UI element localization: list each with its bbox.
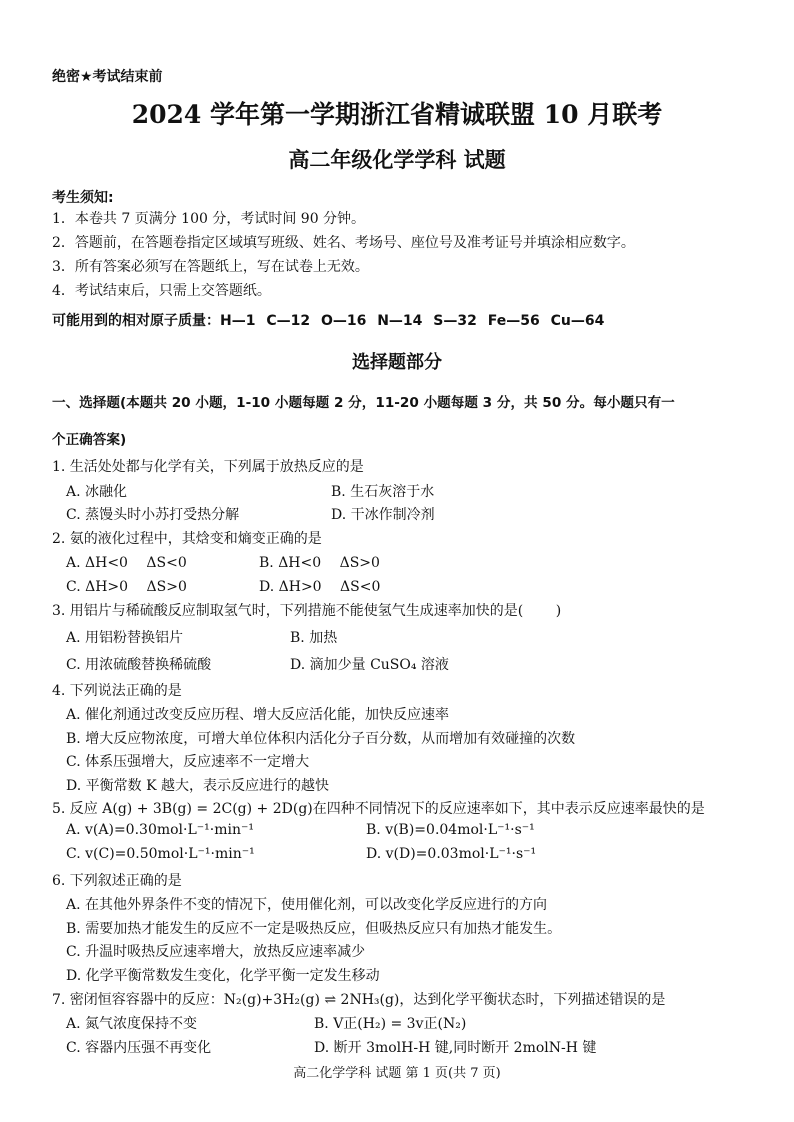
question-7-option-b: B. V正(H₂) = 3v正(N₂) [314,1016,467,1032]
page-footer: 高二化学学科 试题 第 1 页(共 7 页) [293,1066,501,1081]
question-4-stem: 4. 下列说法正确的是 [52,683,182,699]
question-4-option-b: B. 增大反应物浓度，可增大单位体积内活化分子百分数，从而增加有效碰撞的次数 [66,731,576,747]
question-6-option-a: A. 在其他外界条件不变的情况下，使用催化剂，可以改变化学反应进行的方向 [66,897,548,913]
notice-item: 1．本卷共 7 页满分 100 分，考试时间 90 分钟。 [52,211,366,227]
part-heading: 一、选择题(本题共 20 小题，1-10 小题每题 2 分，11-20 小题每题 3 分，共 50 分。每小题只有一 [52,395,675,411]
question-6-stem: 6. 下列叙述正确的是 [52,873,182,889]
notice-item: 3．所有答案必须写在答题纸上，写在试卷上无效。 [52,259,369,275]
question-2-option-b: B. ΔH<0 ΔS>0 [259,555,380,571]
question-1-stem: 1. 生活处处都与化学有关，下列属于放热反应的是 [52,459,364,475]
question-6-option-b: B. 需要加热才能发生的反应不一定是吸热反应，但吸热反应只有加热才能发生。 [66,921,562,937]
question-5-option-a: A. v(A)=0.30mol·L⁻¹·min⁻¹ [66,822,255,838]
question-7-stem: 7. 密闭恒容容器中的反应：N₂(g)+3H₂(g) ⇌ 2NH₃(g)，达到化学平衡状态时，下列描述错误的是 [52,992,666,1008]
question-4-option-c: C. 体系压强增大，反应速率不一定增大 [66,754,310,770]
atomic-masses: 可能用到的相对原子质量：H—1 C—12 O—16 N—14 S—32 Fe—56 Cu—64 [52,313,605,329]
part-heading-cont: 个正确答案) [52,432,127,448]
notice-item: 2．答题前，在答题卷指定区域填写班级、姓名、考场号、座位号及准考证号并填涂相应数字。 [52,235,635,251]
exam-subtitle: 高二年级化学学科 试题 [288,148,506,172]
question-4-option-a: A. 催化剂通过改变反应历程、增大反应活化能，加快反应速率 [66,707,450,723]
question-5-option-b: B. v(B)=0.04mol·L⁻¹·s⁻¹ [366,822,535,838]
question-6-option-d: D. 化学平衡常数发生变化，化学平衡一定发生移动 [66,968,380,984]
question-2-option-c: C. ΔH>0 ΔS>0 [66,579,187,595]
question-6-option-c: C. 升温时吸热反应速率增大，放热反应速率减少 [66,944,366,960]
question-4-option-d: D. 平衡常数 K 越大，表示反应进行的越快 [66,778,329,794]
section-title: 选择题部分 [352,352,442,373]
question-5-option-c: C. v(C)=0.50mol·L⁻¹·min⁻¹ [66,846,255,862]
question-3-option-c: C. 用浓硫酸替换稀硫酸 [66,657,212,673]
question-7-option-d: D. 断开 3molH-H 键,同时断开 2molN-H 键 [314,1040,597,1056]
confidential-label: 绝密★考试结束前 [52,69,163,85]
notice-item: 4．考试结束后，只需上交答题纸。 [52,283,271,299]
question-3-option-b: B. 加热 [290,630,338,646]
question-1-option-a: A. 冰融化 [66,484,128,500]
question-7-option-a: A. 氮气浓度保持不变 [66,1016,198,1032]
question-5-option-d: D. v(D)=0.03mol·L⁻¹·s⁻¹ [366,846,537,862]
question-2-stem: 2. 氨的液化过程中，其焓变和熵变正确的是 [52,531,322,547]
question-3-option-d: D. 滴加少量 CuSO₄ 溶液 [290,657,449,673]
exam-title: 2024 学年第一学期浙江省精诚联盟 10 月联考 [131,100,663,129]
question-2-option-d: D. ΔH>0 ΔS<0 [259,579,381,595]
question-3-stem: 3. 用铝片与稀硫酸反应制取氢气时，下列措施不能使氢气生成速率加快的是( ) [52,603,562,619]
question-2-option-a: A. ΔH<0 ΔS<0 [66,555,187,571]
question-1-option-b: B. 生石灰溶于水 [331,484,435,500]
question-1-option-d: D. 干冰作制冷剂 [331,507,435,523]
notice-heading: 考生须知: [52,190,114,206]
question-5-stem: 5. 反应 A(g) + 3B(g) = 2C(g) + 2D(g)在四种不同情况下的反应速率如下，其中表示反应速率最快的是 [52,801,705,817]
question-1-option-c: C. 蒸馒头时小苏打受热分解 [66,507,240,523]
question-7-option-c: C. 容器内压强不再变化 [66,1040,212,1056]
question-3-option-a: A. 用铝粉替换铝片 [66,630,184,646]
